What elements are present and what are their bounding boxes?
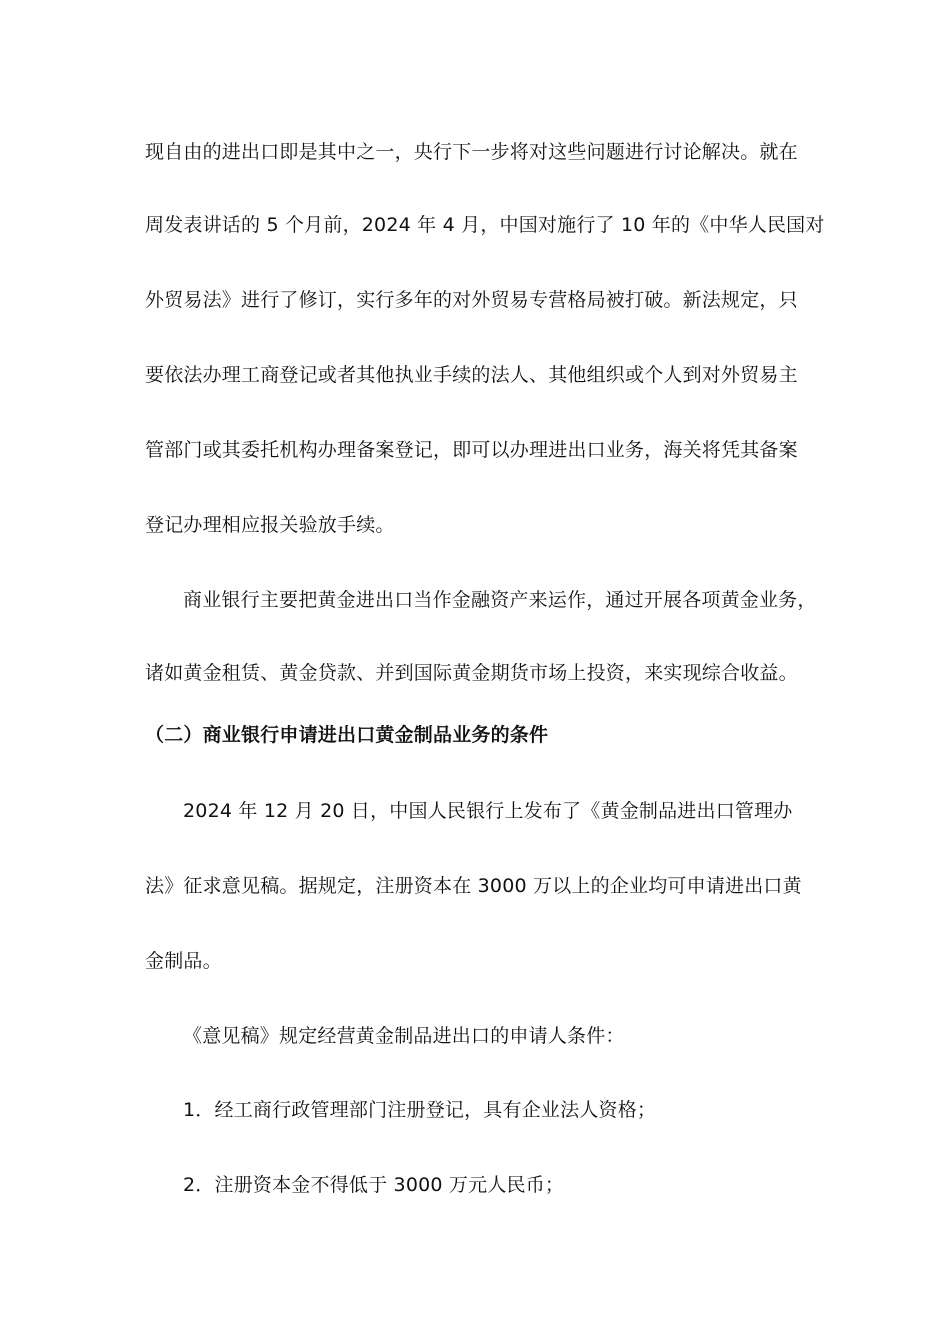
paragraph-line: 要依法办理工商登记或者其他执业手续的法人、其他组织或个人到对外贸易主 [145, 364, 798, 386]
paragraph-line: 金制品。 [145, 950, 222, 972]
paragraph-line: 管部门或其委托机构办理备案登记，即可以办理进出口业务，海关将凭其备案 [145, 439, 798, 461]
paragraph-line: 周发表讲话的 5 个月前，2024 年 4 月，中国对施行了 10 年的《中华人民国对 [145, 214, 825, 236]
paragraph-line: 商业银行主要把黄金进出口当作金融资产来运作，通过开展各项黄金业务， [183, 589, 817, 611]
paragraph-line: 外贸易法》进行了修订，实行多年的对外贸易专营格局被打破。新法规定，只 [145, 289, 798, 311]
section-heading: （二）商业银行申请进出口黄金制品业务的条件 [145, 724, 549, 746]
paragraph-line: 2024 年 12 月 20 日，中国人民银行上发布了《黄金制品进出口管理办 [183, 800, 793, 822]
paragraph-line: 现自由的进出口即是其中之一，央行下一步将对这些问题进行讨论解决。就在 [145, 141, 798, 163]
paragraph-line: 诸如黄金租赁、黄金贷款、并到国际黄金期货市场上投资，来实现综合收益。 [145, 662, 798, 684]
paragraph-line: 法》征求意见稿。据规定，注册资本在 3000 万以上的企业均可申请进出口黄 [145, 875, 802, 897]
list-item: 1．经工商行政管理部门注册登记，具有企业法人资格； [183, 1099, 657, 1121]
list-item: 2．注册资本金不得低于 3000 万元人民币； [183, 1174, 565, 1196]
paragraph-line: 《意见稿》规定经营黄金制品进出口的申请人条件： [183, 1025, 625, 1047]
paragraph-line: 登记办理相应报关验放手续。 [145, 514, 395, 536]
